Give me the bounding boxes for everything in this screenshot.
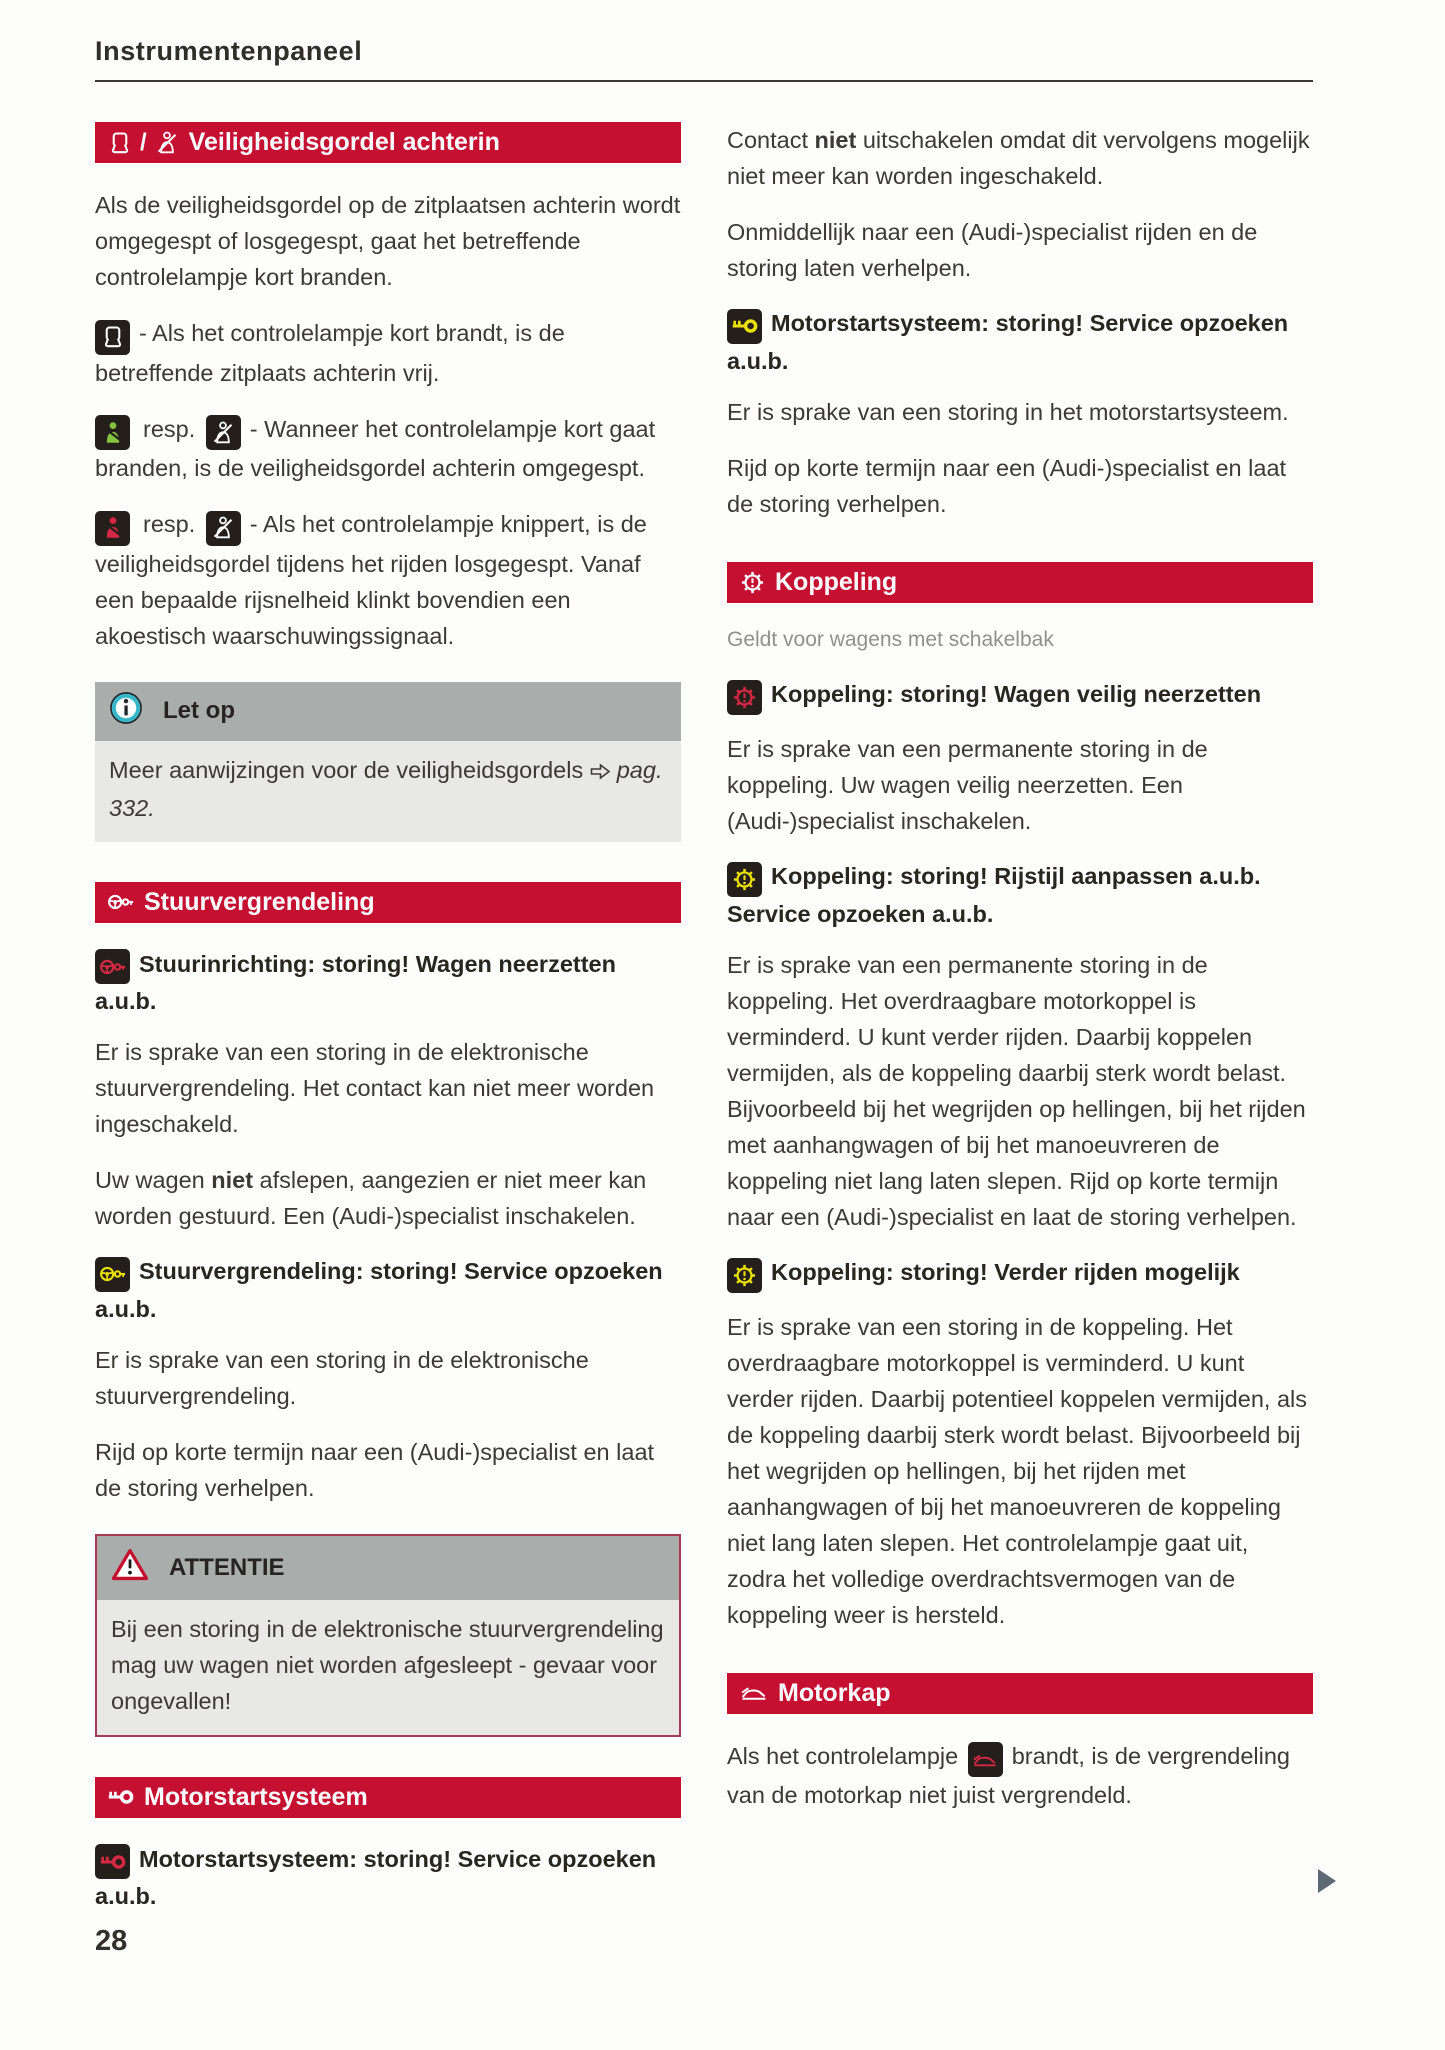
warning-triangle-icon (111, 1548, 149, 1588)
note-body (95, 741, 681, 842)
right-column (727, 122, 1313, 1833)
message-text: Koppeling: storing! Verder rijden mogelijk (771, 1258, 1240, 1285)
hood-open-red-icon (968, 1742, 1003, 1777)
section-header-motorstartsysteem (95, 1777, 681, 1818)
paragraph-contact-warning (727, 122, 1313, 194)
indicator-text: - Als het controlelampje kort brandt, is de betreffende zitplaats achterin vrij. (95, 320, 565, 386)
indicator-item-seat-free (95, 315, 681, 391)
hood-open-icon (739, 1679, 769, 1707)
page-ref-arrow-icon (590, 754, 611, 790)
paragraph: Rijd op korte termijn naar een (Audi-)specialist en laat de storing verhelpen. (95, 1438, 655, 1501)
belt-fastened-indicator-icon (95, 415, 130, 450)
icon-separator: / (140, 128, 147, 156)
clutch-fault-yellow-icon (727, 1258, 762, 1293)
note-text: Meer aanwijzingen voor de veiligheidsgordels (109, 756, 584, 783)
attention-body: Bij een storing in de elektronische stuurvergrendeling mag uw wagen niet worden afgesleept - gevaar voor ongevallen! (97, 1600, 679, 1735)
page-reference: pag. 332. (109, 756, 663, 821)
paragraph-tow-warning (95, 1162, 681, 1234)
note-header (95, 682, 681, 741)
indicator-text: - Wanneer het controlelampje kort gaat branden, is de veiligheidsgordel achterin omgegespt. (95, 415, 656, 481)
clutch-fault-red-icon (727, 680, 762, 715)
attention-title: ATTENTIE (169, 1553, 285, 1581)
message-text: Koppeling: storing! Rijstijl aanpassen a.u.b. Service opzoeken a.u.b. (727, 862, 1261, 927)
section-title: Motorkap (778, 1678, 891, 1707)
section-header-koppeling (727, 562, 1313, 603)
belt-crossed-indicator-icon (206, 415, 241, 450)
text-run: afslepen, aangezien er niet meer kan worden gestuurd. Een (Audi-)specialist inschakelen. (95, 1167, 647, 1229)
attention-box (95, 1534, 681, 1737)
clutch-warning-icon (739, 569, 766, 596)
paragraph: Onmiddellijk naar een (Audi-)specialist rijden en de storing laten verhelpen. (727, 219, 1258, 281)
warning-message-koppeling-yellow-1 (727, 859, 1313, 931)
message-text: Motorstartsysteem: storing! Service opzoeken a.u.b. (95, 1845, 657, 1909)
page-title: Instrumentenpaneel (95, 36, 363, 66)
emphasis-niet: niet (814, 127, 857, 153)
text-run: brandt, is de vergrendeling van de motorkap niet juist vergrendeld. (727, 1742, 1290, 1808)
note-box (95, 682, 681, 842)
paragraph: Er is sprake van een storing in de elektronische stuurvergrendeling. (95, 1346, 589, 1409)
warning-message-motorstart-yellow (727, 306, 1313, 378)
clutch-fault-yellow-icon (727, 862, 762, 897)
warning-message-stuurinrichting (95, 947, 681, 1019)
key-yellow-icon (727, 309, 762, 344)
seat-free-indicator-icon (95, 320, 130, 355)
steering-fault-red-icon (95, 949, 130, 984)
content-columns (95, 122, 1313, 1929)
section-header-veiligheidsgordel (95, 122, 681, 163)
paragraph: Er is sprake van een storing in de elektronische stuurvergrendeling. Het contact kan niet meer worden ingeschakeld. (95, 1039, 655, 1137)
belt-crossed-icon (154, 130, 180, 156)
belt-unfastened-indicator-icon (95, 511, 130, 546)
text-run: uitschakelen omdat dit vervolgens mogelijk niet meer kan worden ingeschakeld. (727, 127, 1310, 189)
section-title: Stuurvergrendeling (144, 887, 375, 916)
emphasis-niet: niet (211, 1167, 254, 1193)
belt-crossed-indicator-icon (206, 511, 241, 546)
message-text: Stuurinrichting: storing! Wagen neerzetten a.u.b. (95, 950, 616, 1014)
left-column (95, 122, 681, 1929)
paragraph: Er is sprake van een permanente storing in de koppeling. Uw wagen veilig neerzetten. Een (Audi-)specialist inschakelen. (727, 735, 1208, 834)
paragraph: Er is sprake van een storing in het motorstartsysteem. (727, 398, 1289, 425)
section-title: Veiligheidsgordel achterin (188, 128, 500, 156)
paragraph-belt-intro: Als de veiligheidsgordel op de zitplaatsen achterin wordt omgegespt of losgegespt, gaat het betreffende controlelampje kort branden. (95, 192, 681, 290)
text-run: Uw wagen (95, 1167, 212, 1193)
warning-message-koppeling-yellow-2 (727, 1255, 1313, 1293)
indicator-text: - Als het controlelampje knippert, is de veiligheidsgordel tijdens het rijden losgegespt. Vanaf een bepaalde rijsnelheid klinkt bovendien een akoestisch waarschuwingssignaal. (95, 511, 647, 649)
paragraph: Er is sprake van een storing in de koppeling. Het overdraagbare motorkoppel is verminderd. U kunt verder rijden. Daarbij potentieel koppelen vermijden, als de koppeling daarbij sterk wordt belast. Bijvoorbeeld bij het wegrijden op hellingen, bij het rijden met aanhangwagen of bij het manoeuvreren de koppeling niet lang laten slepen. Het controlelampje gaat uit, zodra het volledige overdrachtsvermogen van de koppeling weer is hersteld. (727, 1313, 1307, 1628)
section-title: Motorstartsysteem (144, 1782, 368, 1811)
warning-message-motorstart-red (95, 1842, 681, 1914)
message-text: Motorstartsysteem: storing! Service opzoeken a.u.b. (727, 310, 1289, 374)
section-header-stuurvergrendeling (95, 882, 681, 923)
page-number: 28 (95, 1925, 128, 1957)
continuation-arrow-icon (1318, 1869, 1336, 1893)
indicator-item-belt-unfastened (95, 506, 681, 654)
header-rule (95, 80, 1313, 82)
message-text: Koppeling: storing! Wagen veilig neerzetten (771, 680, 1262, 707)
rear-seat-icon (107, 130, 133, 156)
message-text: Stuurvergrendeling: storing! Service opzoeken a.u.b. (95, 1258, 663, 1322)
page-header (95, 36, 1313, 82)
section-subtitle: Geldt voor wagens met schakelbak (727, 627, 1054, 651)
resp-label: resp. (143, 511, 196, 537)
steering-fault-yellow-icon (95, 1257, 130, 1292)
resp-label: resp. (143, 415, 196, 442)
note-title: Let op (163, 697, 235, 724)
warning-message-stuurvergrendeling (95, 1254, 681, 1326)
key-red-icon (95, 1844, 130, 1879)
steering-lock-icon (107, 888, 135, 916)
key-icon (107, 1783, 135, 1811)
indicator-item-belt-fastened (95, 411, 681, 487)
paragraph: Rijd op korte termijn naar een (Audi-)specialist en laat de storing verhelpen. (727, 454, 1287, 517)
attention-header (97, 1536, 679, 1600)
warning-message-koppeling-red (727, 677, 1313, 715)
paragraph-hood (727, 1738, 1313, 1814)
text-run: Contact (727, 127, 815, 153)
paragraph: Er is sprake van een permanente storing in de koppeling. Het overdraagbare motorkoppel is verminderd. U kunt verder rijden. Daarbij koppelen vermijden, als de koppeling daarbij sterk wordt belast. Bijvoorbeeld bij het wegrijden op hellingen, bij het rijden met aanhangwagen of bij het manoeuvreren de koppeling niet lang laten slepen. Rijd op korte termijn naar een (Audi-)specialist en laat de storing verhelpen. (727, 951, 1306, 1230)
text-run: Als het controlelampje (727, 1742, 959, 1769)
section-title: Koppeling (775, 567, 898, 596)
section-header-motorkap (727, 1673, 1313, 1714)
info-icon (109, 691, 143, 732)
